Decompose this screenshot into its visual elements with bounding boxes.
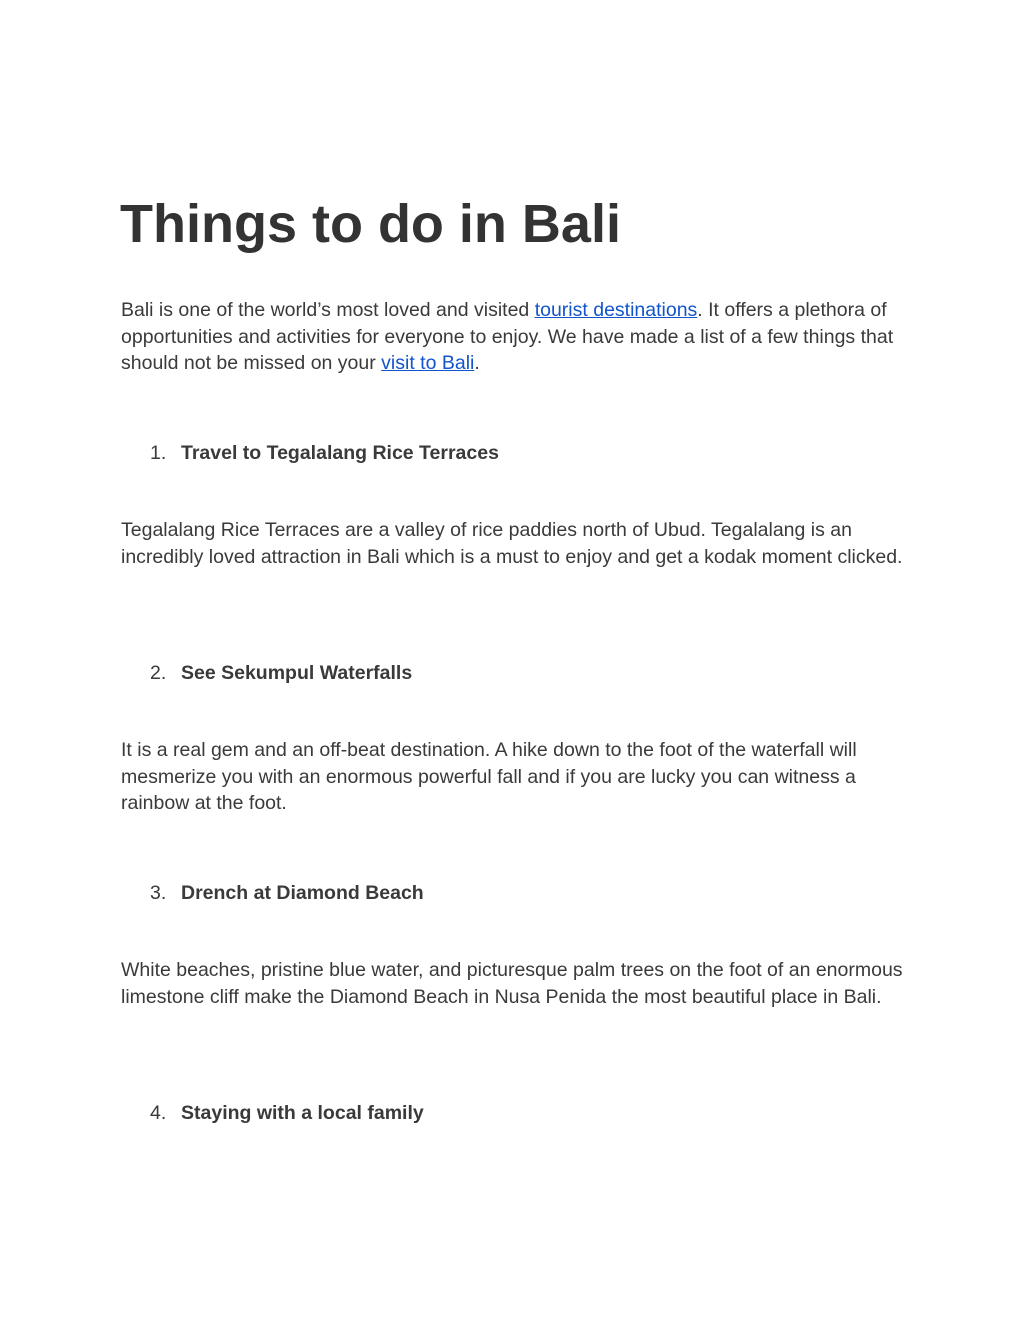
list-item bbox=[150, 880, 424, 906]
list-item-number: 1. bbox=[150, 442, 167, 464]
list-item-heading: See Sekumpul Waterfalls bbox=[181, 662, 413, 684]
intro-paragraph bbox=[121, 297, 921, 377]
list-item bbox=[150, 440, 499, 466]
list-item-number: 2. bbox=[150, 662, 167, 684]
list-item-description: It is a real gem and an off-beat destination. A hike down to the foot of the waterfall will mesmerize you with an enormous powerful fall and if you are lucky you can witness a rainbow at the foot. bbox=[121, 739, 857, 814]
list-item-heading: Travel to Tegalalang Rice Terraces bbox=[181, 442, 499, 464]
visit-to-bali-link[interactable]: visit to Bali bbox=[381, 352, 475, 374]
list-item bbox=[150, 660, 412, 686]
list-item-number: 4. bbox=[150, 1102, 167, 1124]
list-item bbox=[150, 1100, 424, 1126]
tourist-destinations-link[interactable]: tourist destinations bbox=[534, 299, 698, 321]
intro-text-start: Bali is one of the world’s most loved and visited bbox=[121, 299, 535, 321]
list-item-description: White beaches, pristine blue water, and picturesque palm trees on the foot of an enormous limestone cliff make the Diamond Beach in Nusa Penida the most beautiful place in Bali. bbox=[121, 959, 903, 1008]
intro-text-end: . bbox=[474, 352, 480, 374]
intro-text-middle: . It offers a plethora of opportunities and activities for everyone to enjoy. We have made a list of a few things that should not be missed on your bbox=[121, 299, 894, 374]
list-item-heading: Drench at Diamond Beach bbox=[181, 882, 424, 904]
list-item-description: Tegalalang Rice Terraces are a valley of rice paddies north of Ubud. Tegalalang is an incredibly loved attraction in Bali which is a must to enjoy and get a kodak moment clicked. bbox=[121, 519, 903, 568]
page-title: Things to do in Bali bbox=[120, 194, 621, 254]
list-item-number: 3. bbox=[150, 882, 167, 904]
list-item-heading: Staying with a local family bbox=[181, 1102, 424, 1124]
